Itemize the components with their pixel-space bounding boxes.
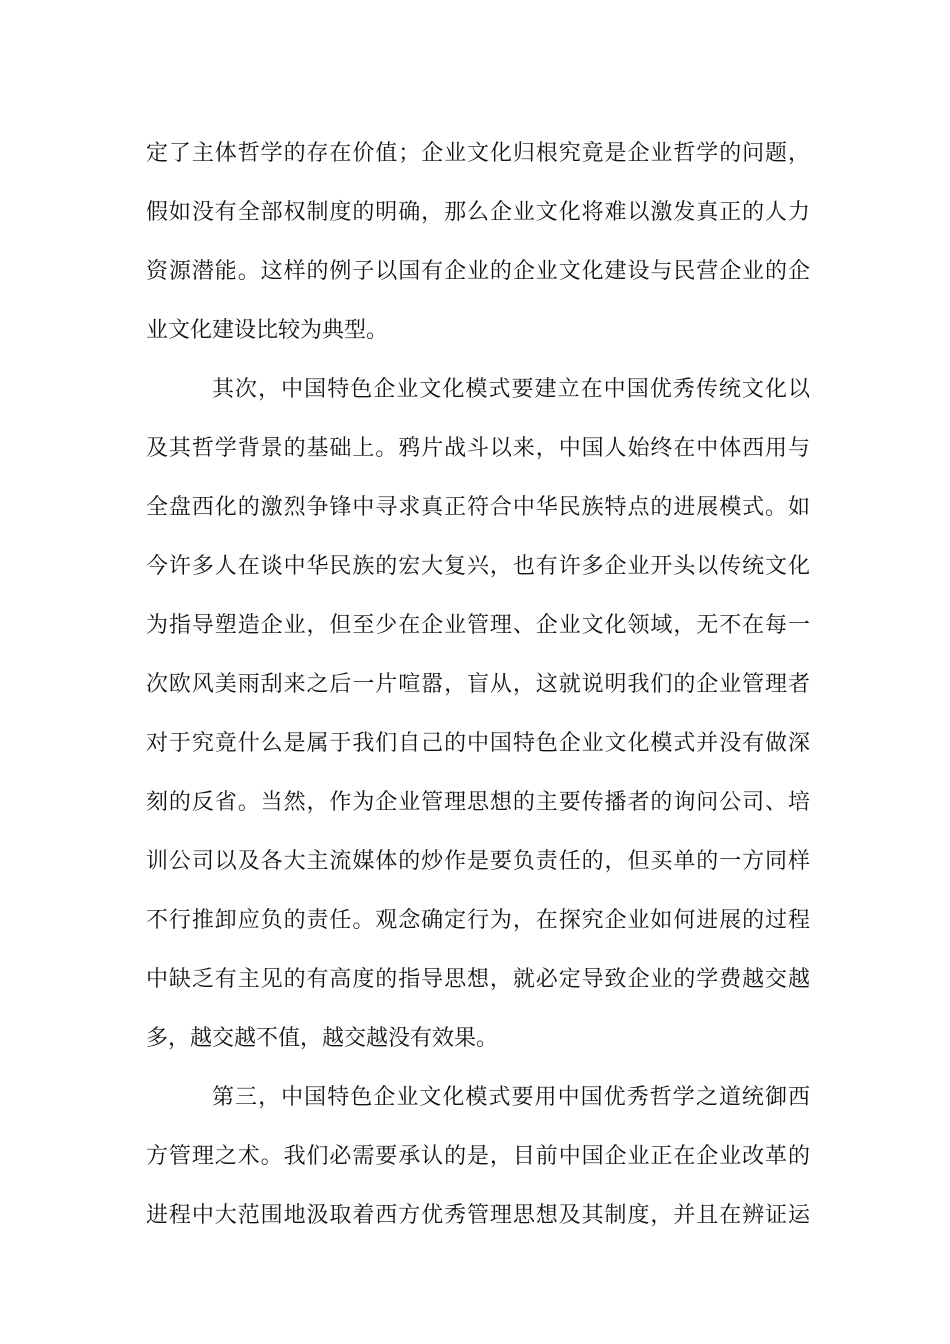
text-line: 中缺乏有主见的有高度的指导思想，就必定导致企业的学费越交越: [146, 967, 810, 992]
text-line: 刻的反省。当然，作为企业管理思想的主要传播者的询问公司、培: [146, 790, 810, 815]
text-line: 及其哲学背景的基础上。鸦片战斗以来，中国人始终在中体西用与: [146, 436, 810, 461]
text-line: 为指导塑造企业，但至少在企业管理、企业文化领域，无不在每一: [146, 613, 810, 638]
body-text: [146, 124, 810, 1245]
text-line: 次欧风美雨刮来之后一片喧嚣，盲从，这就说明我们的企业管理者: [146, 672, 810, 697]
text-line: 对于究竟什么是属于我们自己的中国特色企业文化模式并没有做深: [146, 731, 810, 756]
text-line: 不行推卸应负的责任。观念确定行为，在探究企业如何进展的过程: [146, 908, 810, 933]
text-line: 今许多人在谈中华民族的宏大复兴，也有许多企业开头以传统文化: [146, 554, 810, 579]
text-line: 业文化建设比较为典型。: [146, 318, 389, 343]
text-line: 训公司以及各大主流媒体的炒作是要负责任的，但买单的一方同样: [146, 849, 810, 874]
paragraph-first-line: 其次，中国特色企业文化模式要建立在中国优秀传统文化以: [212, 377, 810, 402]
text-line: 全盘西化的激烈争锋中寻求真正符合中华民族特点的进展模式。如: [146, 495, 810, 520]
text-line: 方管理之术。我们必需要承认的是，目前中国企业正在企业改革的: [146, 1144, 810, 1169]
text-line: 资源潜能。这样的例子以国有企业的企业文化建设与民营企业的企: [146, 259, 810, 284]
text-line: 假如没有全部权制度的明确，那么企业文化将难以激发真正的人力: [146, 200, 810, 225]
text-line: 定了主体哲学的存在价值；企业文化归根究竟是企业哲学的问题，: [146, 141, 810, 166]
text-line: 多，越交越不值，越交越没有效果。: [146, 1026, 499, 1051]
paragraph-first-line: 第三，中国特色企业文化模式要用中国优秀哲学之道统御西: [212, 1085, 810, 1110]
text-line: 进程中大范围地汲取着西方优秀管理思想及其制度，并且在辨证运: [146, 1203, 810, 1228]
